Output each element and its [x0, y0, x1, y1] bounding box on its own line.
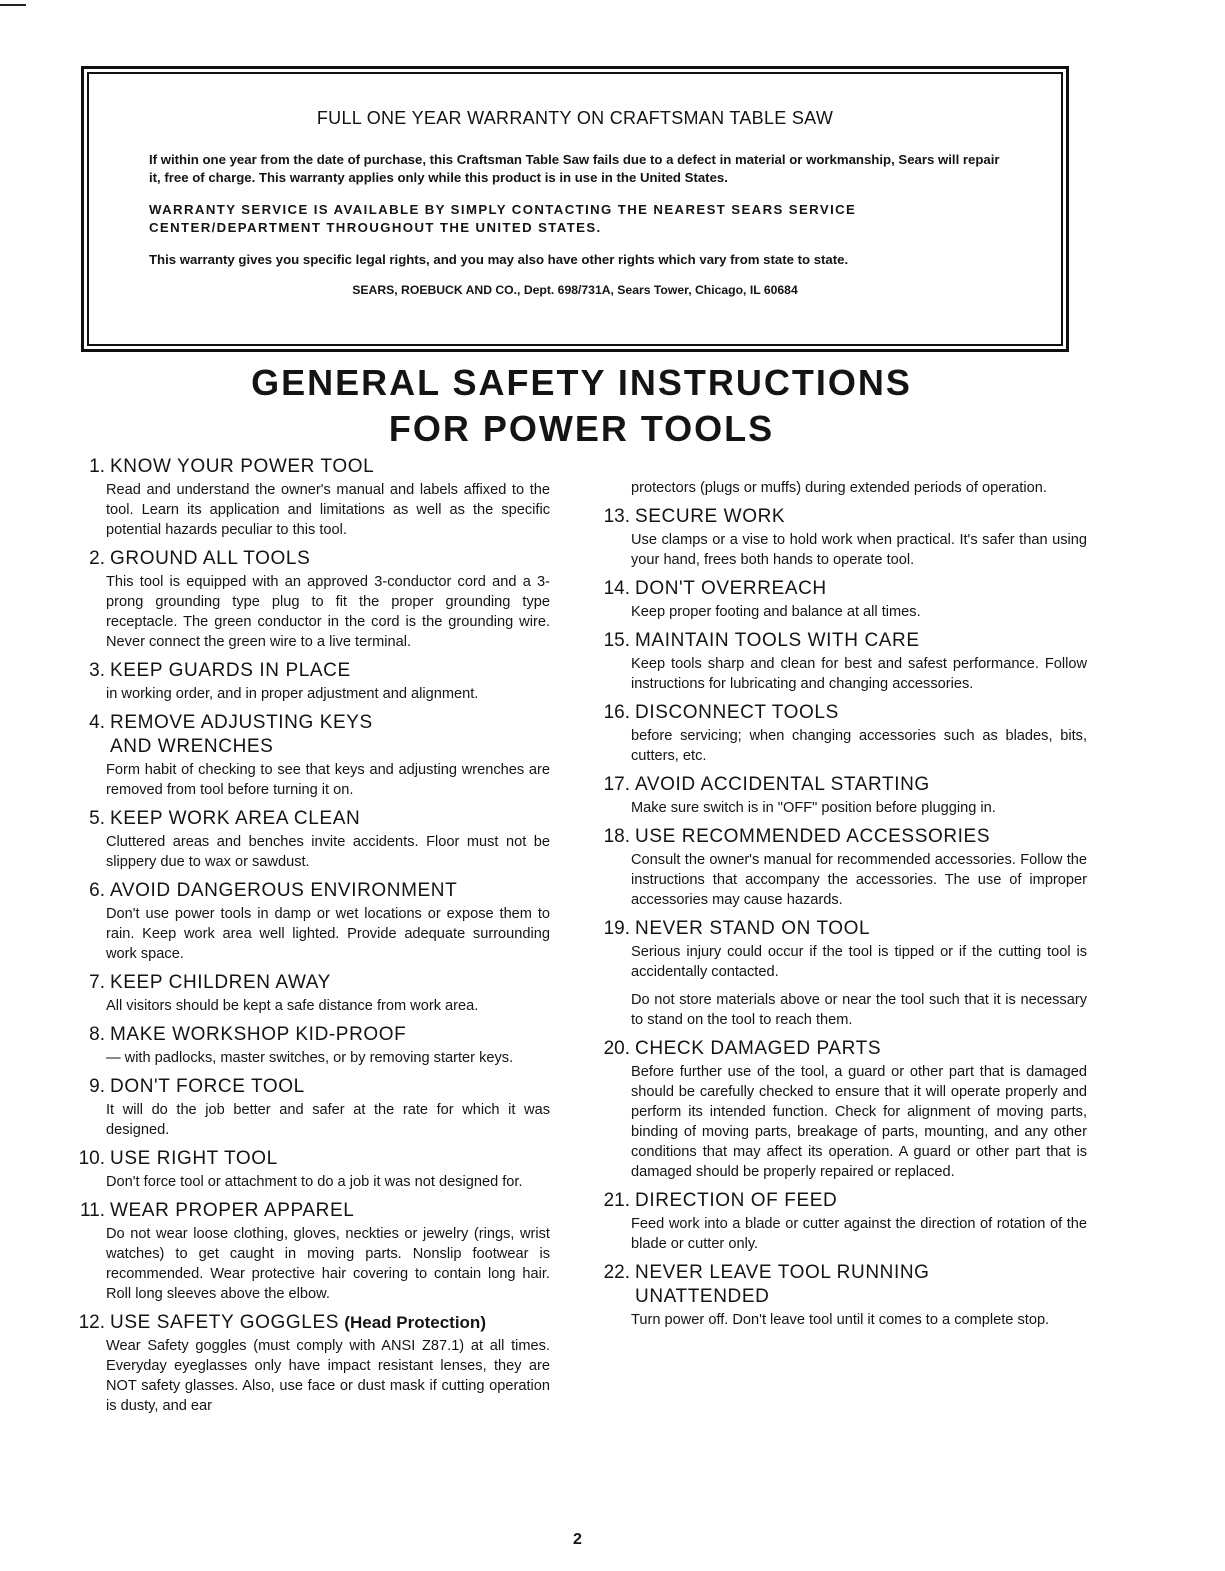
item-number: 13. — [603, 506, 630, 527]
safety-item-6 — [72, 880, 550, 964]
safety-item-17 — [597, 774, 1087, 818]
safety-item-21 — [597, 1190, 1087, 1254]
item-heading: NEVER STAND ON TOOL — [635, 918, 871, 939]
item-number: 19. — [603, 918, 630, 939]
item-heading: NEVER LEAVE TOOL RUNNING — [635, 1262, 930, 1283]
item-heading: USE RECOMMENDED ACCESSORIES — [635, 826, 991, 847]
item-number: 5. — [89, 808, 105, 829]
left-column — [72, 456, 550, 1424]
safety-item-8 — [72, 1024, 550, 1068]
item-body: Consult the owner's manual for recommended accessories. Follow the instructions that accompany the accessories. The use of improper accessories may cause hazards. — [631, 852, 1087, 908]
item-body: Keep tools sharp and clean for best and safest performance. Follow instructions for lubricating and changing accessories. — [631, 656, 1087, 692]
safety-item-5 — [72, 808, 550, 872]
item-body: Form habit of checking to see that keys and adjusting wrenches are removed from tool before turning it on. — [106, 762, 550, 798]
item-number: 15. — [603, 630, 630, 651]
page-title-line-1: GENERAL SAFETY INSTRUCTIONS — [251, 362, 912, 403]
item-heading: CHECK DAMAGED PARTS — [635, 1038, 882, 1059]
warranty-title: FULL ONE YEAR WARRANTY ON CRAFTSMAN TABLE SAW — [316, 108, 834, 128]
safety-item-9 — [72, 1076, 550, 1140]
warranty-paragraph-3: This warranty gives you specific legal rights, and you may also have other rights which vary from state to state. — [149, 252, 849, 267]
item-body-2: Do not store materials above or near the tool such that it is necessary to stand on the tool to reach them. — [631, 992, 1087, 1028]
item-body-continued: protectors (plugs or muffs) during extended periods of operation. — [631, 480, 1047, 496]
item-body: All visitors should be kept a safe distance from work area. — [106, 998, 479, 1014]
page-title-line-2: FOR POWER TOOLS — [388, 408, 775, 449]
item-body: This tool is equipped with an approved 3-conductor cord and a 3-prong grounding type plug to fit the proper grounding type receptacle. The green conductor in the cord is the grounding wire. Never connect the green wire to a live terminal. — [106, 574, 550, 650]
item-heading: GROUND ALL TOOLS — [110, 548, 311, 569]
item-body: Don't use power tools in damp or wet locations or expose them to rain. Keep work area well lighted. Provide adequate surrounding work space. — [106, 906, 550, 962]
safety-item-7 — [72, 972, 550, 1016]
item-heading: DON'T OVERREACH — [635, 578, 827, 599]
item-heading: KEEP WORK AREA CLEAN — [110, 808, 361, 829]
item-number: 18. — [603, 826, 630, 847]
item-heading: USE RIGHT TOOL — [110, 1148, 278, 1169]
item-body: Cluttered areas and benches invite accidents. Floor must not be slippery due to wax or sawdust. — [106, 834, 550, 870]
item-body: Feed work into a blade or cutter against the direction of rotation of the blade or cutter only. — [631, 1216, 1087, 1252]
safety-item-3 — [72, 660, 550, 704]
item-heading: MAINTAIN TOOLS WITH CARE — [635, 630, 920, 651]
item-number: 2. — [89, 548, 105, 569]
item-number: 14. — [603, 578, 630, 599]
item-body: Don't force tool or attachment to do a job it was not designed for. — [106, 1174, 523, 1190]
safety-item-13 — [597, 506, 1087, 570]
safety-item-18 — [597, 826, 1087, 910]
item-body: Read and understand the owner's manual and labels affixed to the tool. Learn its application and limitations as well as the specific potential hazards peculiar to this tool. — [106, 482, 550, 538]
safety-item-19 — [597, 918, 1087, 1030]
safety-item-15 — [597, 630, 1087, 694]
item-number: 9. — [89, 1076, 105, 1097]
item-body: Wear Safety goggles (must comply with ANSI Z87.1) at all times. Everyday eyeglasses only have impact resistant lenses, they are NOT safety glasses. Also, use face or dust mask if cutting operation is dusty, and ear — [106, 1338, 550, 1414]
item-heading: MAKE WORKSHOP KID-PROOF — [110, 1024, 407, 1045]
item-number: 12. — [78, 1312, 105, 1333]
item-heading: KEEP GUARDS IN PLACE — [110, 660, 351, 681]
item-heading: AVOID ACCIDENTAL STARTING — [635, 774, 930, 795]
item-number: 8. — [89, 1024, 105, 1045]
item-number: 1. — [89, 456, 105, 477]
item-body: in working order, and in proper adjustment and alignment. — [106, 686, 479, 702]
item-body: before servicing; when changing accessories such as blades, bits, cutters, etc. — [631, 728, 1087, 764]
safety-item-14 — [597, 578, 1087, 622]
item-number: 17. — [603, 774, 630, 795]
safety-item-16 — [597, 702, 1087, 766]
item-heading: AVOID DANGEROUS ENVIRONMENT — [110, 880, 458, 901]
safety-item-12 — [72, 1312, 550, 1416]
item-body: Before further use of the tool, a guard or other part that is damaged should be carefully checked to ensure that it will operate properly and perform its intended function. Check for alignment of moving parts, binding of moving parts, breakage of parts, mounting, and any other conditions that may affect its operation. A guard or other part that is damaged should be properly repaired or replaced. — [631, 1064, 1087, 1180]
item-body: Keep proper footing and balance at all times. — [631, 604, 921, 620]
item-heading: DIRECTION OF FEED — [635, 1190, 838, 1211]
safety-item-10 — [72, 1148, 550, 1192]
item-number: 10. — [78, 1148, 105, 1169]
right-column — [597, 456, 1087, 1338]
item-heading: KNOW YOUR POWER TOOL — [110, 456, 375, 477]
item-heading: SECURE WORK — [635, 506, 786, 527]
scan-mark — [0, 4, 26, 6]
item-number: 11. — [79, 1200, 105, 1221]
item-heading: USE SAFETY GOGGLES — [110, 1312, 340, 1333]
item-number: 4. — [89, 712, 105, 733]
item-heading: DISCONNECT TOOLS — [635, 702, 839, 723]
warranty-inner-border — [87, 72, 1063, 346]
safety-item-4 — [72, 712, 550, 800]
safety-item-2 — [72, 548, 550, 652]
safety-item-11 — [72, 1200, 550, 1304]
item-heading-line-2: UNATTENDED — [635, 1286, 770, 1307]
warranty-paragraph-1: If within one year from the date of purchase, this Craftsman Table Saw fails due to a defect in material or workmanship, Sears will repair it, free of charge. This warranty applies only while this product is in use in the United States. — [149, 152, 1000, 185]
warranty-paragraph-2: WARRANTY SERVICE IS AVAILABLE BY SIMPLY CONTACTING THE NEAREST SEARS SERVICE CENTER/DEPARTMENT THROUGHOUT THE UNITED STATES. — [149, 202, 857, 235]
item-body: Use clamps or a vise to hold work when practical. It's safer than using your hand, frees both hands to operate tool. — [631, 532, 1087, 568]
safety-item-22 — [597, 1262, 1087, 1330]
item-number: 16. — [603, 702, 630, 723]
item-body: — with padlocks, master switches, or by removing starter keys. — [106, 1050, 514, 1066]
item-body: Do not wear loose clothing, gloves, neckties or jewelry (rings, wrist watches) to get caught in moving parts. Nonslip footwear is recommended. Wear protective hair covering to contain long hair. Roll long sleeves above the elbow. — [106, 1226, 550, 1302]
safety-item-20 — [597, 1038, 1087, 1182]
item-number: 22. — [603, 1262, 630, 1283]
item-body: It will do the job better and safer at the rate for which it was designed. — [106, 1102, 550, 1138]
item-heading-line-2: AND WRENCHES — [110, 736, 274, 757]
page-number: 2 — [573, 1531, 582, 1548]
item-number: 6. — [89, 880, 105, 901]
item-number: 21. — [603, 1190, 630, 1211]
safety-item-1 — [72, 456, 550, 540]
warranty-box — [81, 66, 1069, 352]
item-body: Serious injury could occur if the tool is tipped or if the cutting tool is accidentally contacted. — [631, 944, 1087, 980]
item-number: 20. — [603, 1038, 630, 1059]
item-number: 3. — [89, 660, 105, 681]
item-heading: REMOVE ADJUSTING KEYS — [110, 712, 373, 733]
item-number: 7. — [89, 972, 105, 993]
continuation-text — [597, 478, 1087, 498]
item-heading: WEAR PROPER APPAREL — [110, 1200, 355, 1221]
item-body: Turn power off. Don't leave tool until it comes to a complete stop. — [631, 1312, 1050, 1328]
item-heading: KEEP CHILDREN AWAY — [110, 972, 331, 993]
item-body: Make sure switch is in "OFF" position before plugging in. — [631, 800, 996, 816]
item-heading: DON'T FORCE TOOL — [110, 1076, 305, 1097]
warranty-address: SEARS, ROEBUCK AND CO., Dept. 698/731A, Sears Tower, Chicago, IL 60684 — [352, 283, 798, 297]
item-heading-note: (Head Protection) — [344, 1313, 486, 1332]
